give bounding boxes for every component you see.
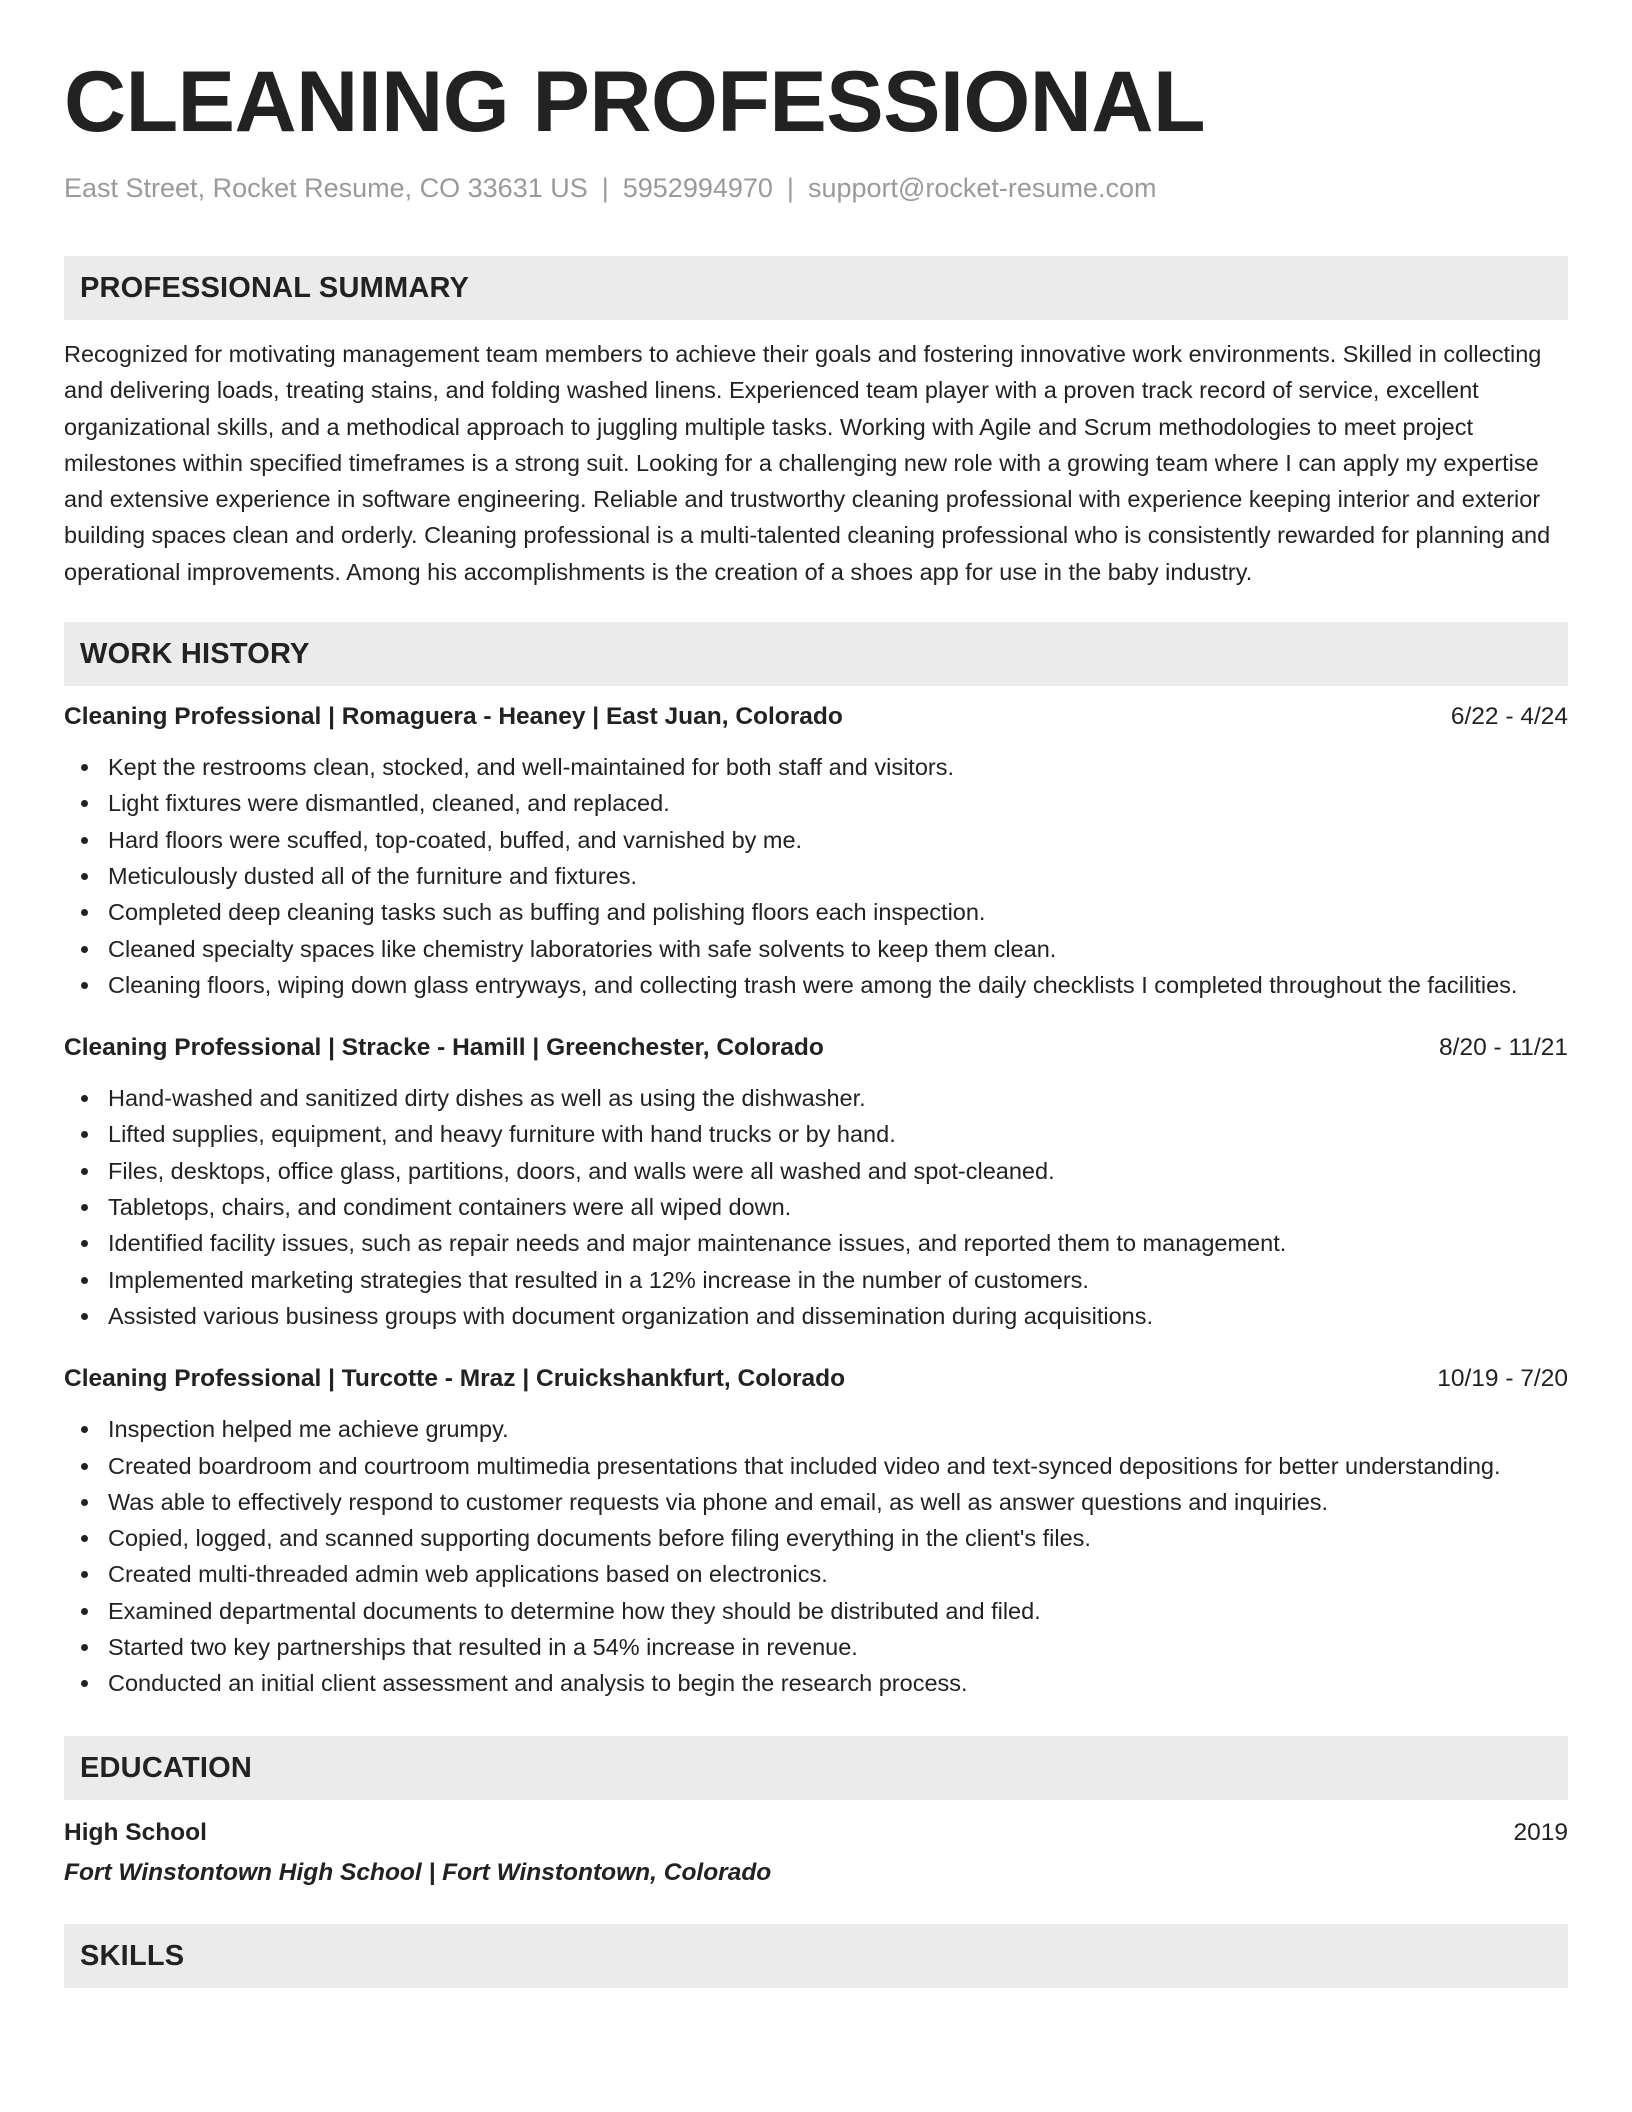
job-entry	[64, 1031, 1568, 1334]
job-bullet: Examined departmental documents to determine how they should be distributed and filed.	[64, 1593, 1568, 1629]
job-header	[64, 1031, 1568, 1065]
job-bullet: Files, desktops, office glass, partitions, doors, and walls were all washed and spot-cleaned.	[64, 1153, 1568, 1189]
education-year: 2019	[1513, 1818, 1568, 1846]
job-bullet: Conducted an initial client assessment and analysis to begin the research process.	[64, 1665, 1568, 1701]
job-bullets	[64, 749, 1568, 1003]
job-bullet: Meticulously dusted all of the furniture and fixtures.	[64, 858, 1568, 894]
job-dates: 10/19 - 7/20	[1437, 1365, 1568, 1393]
section-heading-skills: SKILLS	[64, 1924, 1568, 1988]
contact-line	[64, 172, 1568, 204]
contact-phone: 5952994970	[622, 173, 773, 203]
job-bullet: Started two key partnerships that resulted in a 54% increase in revenue.	[64, 1629, 1568, 1665]
job-dates: 6/22 - 4/24	[1450, 703, 1568, 731]
job-header	[64, 700, 1568, 734]
job-bullet: Was able to effectively respond to customer requests via phone and email, as well as answer questions and inquiries.	[64, 1484, 1568, 1520]
job-bullet: Hand-washed and sanitized dirty dishes as well as using the dishwasher.	[64, 1080, 1568, 1116]
education-school: Fort Winstontown High School | Fort Winstontown, Colorado	[64, 1858, 772, 1886]
resume-page	[64, 0, 1568, 1988]
job-bullet: Identified facility issues, such as repair needs and major maintenance issues, and reported them to management.	[64, 1225, 1568, 1261]
job-bullet: Implemented marketing strategies that resulted in a 12% increase in the number of customers.	[64, 1262, 1568, 1298]
education-degree: High School	[64, 1818, 207, 1846]
job-bullet: Light fixtures were dismantled, cleaned, and replaced.	[64, 785, 1568, 821]
job-bullet: Completed deep cleaning tasks such as buffing and polishing floors each inspection.	[64, 894, 1568, 930]
job-bullet: Created boardroom and courtroom multimedia presentations that included video and text-synced depositions for better understanding.	[64, 1448, 1568, 1484]
section-heading-summary: PROFESSIONAL SUMMARY	[64, 256, 1568, 320]
job-bullet: Kept the restrooms clean, stocked, and well-maintained for both staff and visitors.	[64, 749, 1568, 785]
job-dates: 8/20 - 11/21	[1439, 1034, 1568, 1062]
job-title: Cleaning Professional | Stracke - Hamill | Greenchester, Colorado	[64, 1034, 824, 1062]
job-bullet: Tabletops, chairs, and condiment containers were all wiped down.	[64, 1189, 1568, 1225]
job-entry	[64, 1362, 1568, 1701]
job-bullet: Created multi-threaded admin web applications based on electronics.	[64, 1556, 1568, 1592]
job-bullet: Assisted various business groups with document organization and dissemination during acquisitions.	[64, 1298, 1568, 1334]
job-header	[64, 1362, 1568, 1396]
contact-address: East Street, Rocket Resume, CO 33631 US	[64, 173, 588, 203]
job-bullet: Cleaning floors, wiping down glass entryways, and collecting trash were among the daily checklists I completed throughout the facilities.	[64, 967, 1568, 1003]
job-bullet: Inspection helped me achieve grumpy.	[64, 1411, 1568, 1447]
section-heading-work-history: WORK HISTORY	[64, 622, 1568, 686]
section-heading-education: EDUCATION	[64, 1736, 1568, 1800]
job-title: Cleaning Professional | Turcotte - Mraz | Cruickshankfurt, Colorado	[64, 1365, 846, 1393]
education-header	[64, 1816, 1568, 1850]
job-bullet: Lifted supplies, equipment, and heavy furniture with hand trucks or by hand.	[64, 1116, 1568, 1152]
contact-separator: |	[601, 173, 609, 203]
job-title: Cleaning Professional | Romaguera - Heaney | East Juan, Colorado	[64, 703, 843, 731]
contact-separator: |	[786, 173, 794, 203]
candidate-name: CLEANING PROFESSIONAL	[64, 54, 1206, 150]
summary-text: Recognized for motivating management team members to achieve their goals and fostering innovative work environments. Skilled in collecting and delivering loads, treating stains, and folding washed linens. Experienced team player with a proven track record of service, excellent organizational skills, and a methodical approach to juggling multiple tasks. Working with Agile and Scrum methodologies to meet project milestones within specified timeframes is a strong suit. Looking for a challenging new role with a growing team where I can apply my expertise and extensive experience in software engineering. Reliable and trustworthy cleaning professional with experience keeping interior and exterior building spaces clean and orderly. Cleaning professional is a multi-talented cleaning professional who is consistently rewarded for planning and operational improvements. Among his accomplishments is the creation of a shoes app for use in the baby industry.	[64, 341, 1551, 585]
job-bullet: Hard floors were scuffed, top-coated, buffed, and varnished by me.	[64, 822, 1568, 858]
job-entry	[64, 700, 1568, 1003]
contact-email: support@rocket-resume.com	[807, 173, 1157, 203]
job-bullet: Copied, logged, and scanned supporting documents before filing everything in the client's files.	[64, 1520, 1568, 1556]
job-bullet: Cleaned specialty spaces like chemistry laboratories with safe solvents to keep them clean.	[64, 931, 1568, 967]
job-bullets	[64, 1080, 1568, 1334]
job-bullets	[64, 1411, 1568, 1701]
